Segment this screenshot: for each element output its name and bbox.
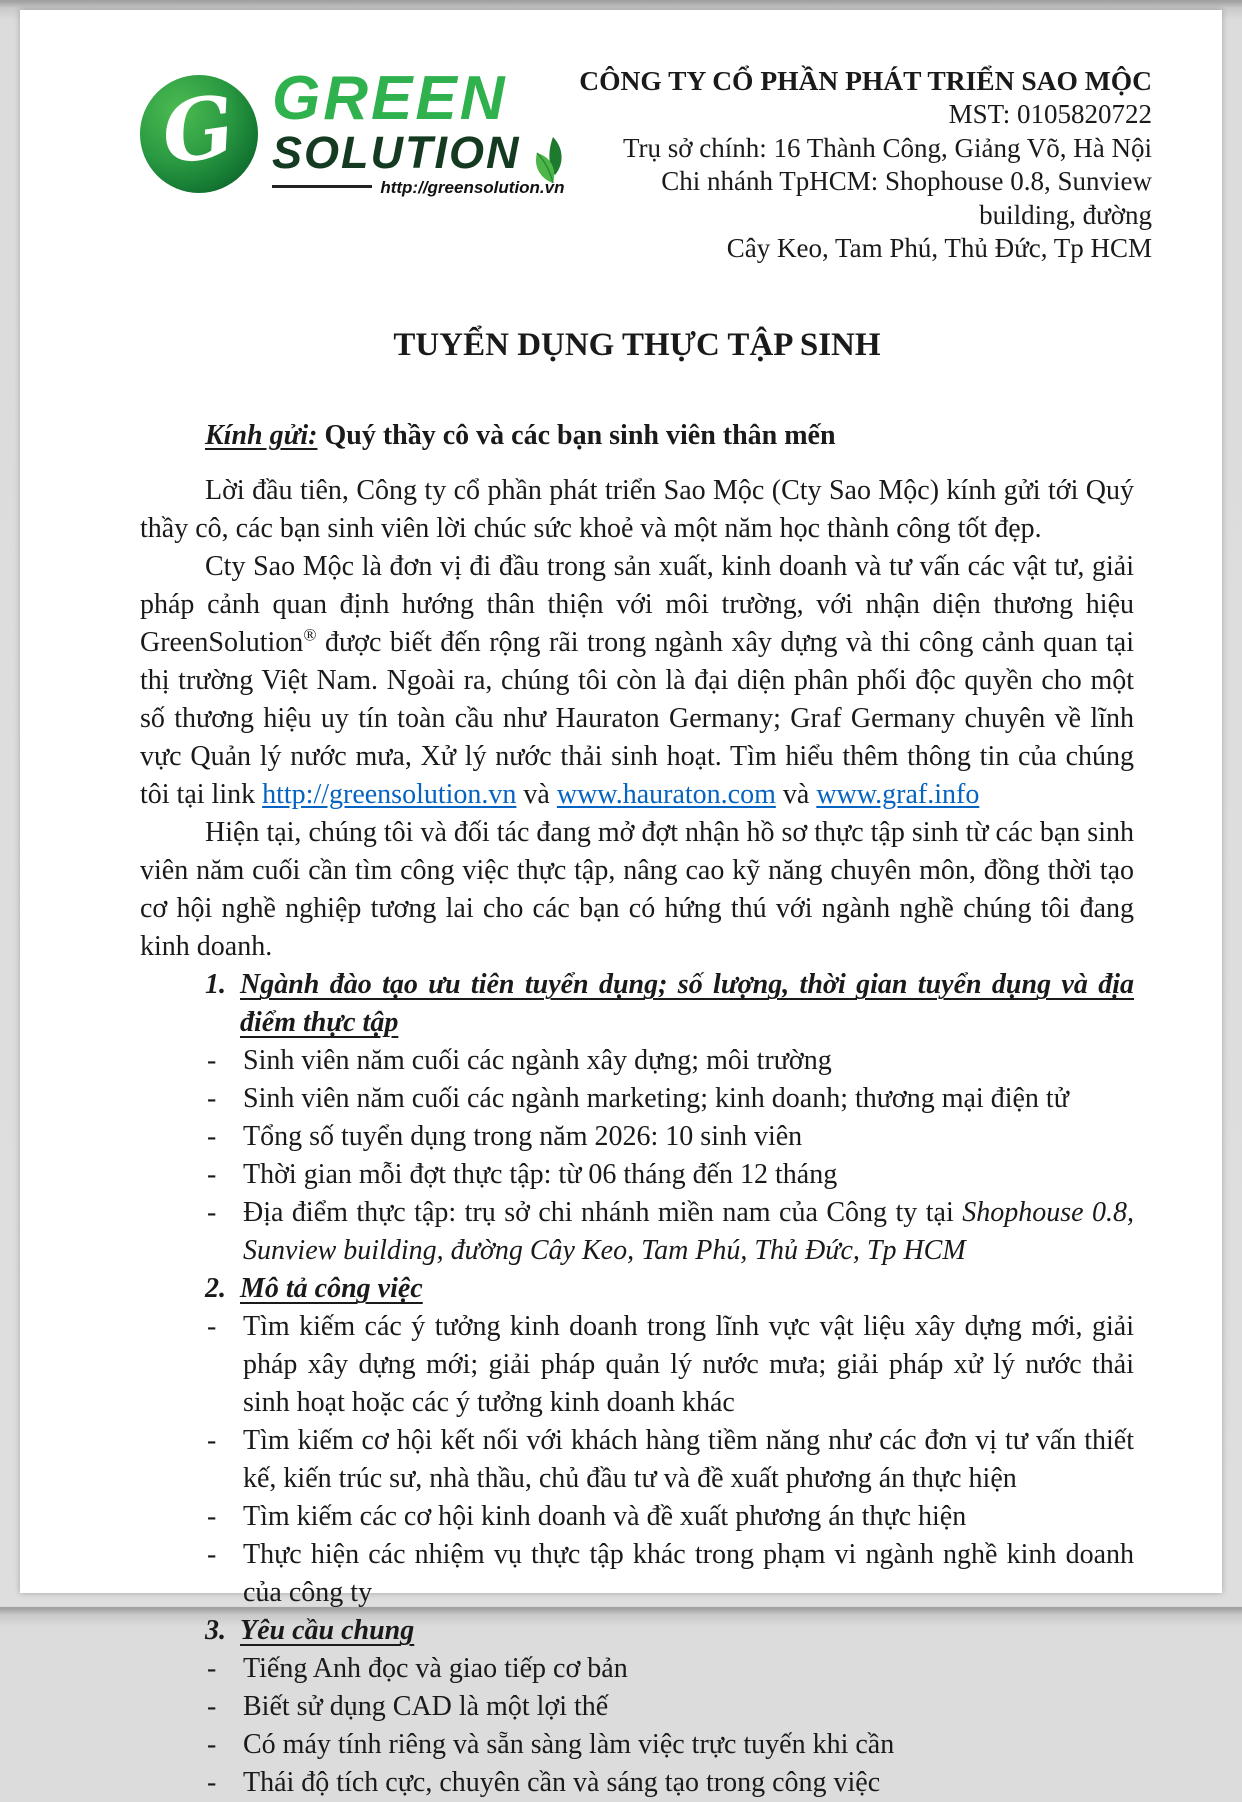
letterhead [140,62,1152,265]
logo-word-green: GREEN [272,64,508,133]
list-item-text: Tổng số tuyển dụng trong năm 2026: 10 sinh viên [243,1121,803,1153]
document-body [140,472,1134,1802]
dash-marker: - [207,1539,217,1571]
link-greensolution[interactable]: http://greensolution.vn [262,779,517,811]
document-page [20,10,1222,1799]
list-item-text: Tìm kiếm các cơ hội kinh doanh và đề xuất phương án thực hiện [243,1501,967,1533]
dash-marker: - [207,1311,217,1343]
logo-wordmark [272,64,565,198]
company-branch-line1: Chi nhánh TpHCM: Shophouse 0.8, Sunview building, đường [661,166,1152,230]
section-number: 1. [205,969,226,1001]
list-item-text: Biết sử dụng CAD là một lợi thế [243,1691,609,1723]
section-number: 2. [205,1273,226,1305]
greeting-line [205,420,1134,452]
company-hq-address: Trụ sở chính: 16 Thành Công, Giảng Võ, Hà Nội [622,132,1152,163]
greeting-label: Kính gửi: [205,420,318,452]
logo-rule [272,185,372,188]
list-item [140,1536,1134,1612]
section-3-heading [140,1612,1134,1650]
paragraph-internship-announcement: Hiện tại, chúng tôi và đối tác đang mở đợt nhận hồ sơ thực tập sinh từ các bạn sinh viên năm cuối cần tìm công việc thực tập, nâng cao kỹ năng chuyên môn, đồng thời tạo cơ hội nghề nghiệp tương lai cho các bạn có hứng thú với ngành nghề chúng tôi đang kinh doanh. [140,817,1134,963]
page-content [20,10,1222,1802]
list-item [140,1080,1134,1118]
paragraph-company-profile [140,548,1134,814]
dash-marker: - [207,1653,217,1685]
list-item [140,1422,1134,1498]
list-item-text: Thái độ tích cực, chuyên cần và sáng tạo trong công việc [243,1767,881,1799]
section-heading-text: Yêu cầu chung [240,1615,415,1647]
list-item-text: Có máy tính riêng và sẵn sàng làm việc trực tuyến khi cần [243,1729,895,1761]
company-logo [140,64,565,198]
dash-marker: - [207,1159,217,1191]
paragraph-intro: Lời đầu tiên, Công ty cổ phần phát triển Sao Mộc (Cty Sao Mộc) kính gửi tới Quý thầy cô, các bạn sinh viên lời chúc sức khoẻ và một năm học thành công tốt đẹp. [140,475,1134,545]
logo-word-solution: SOLUTION [272,126,521,178]
logo-circle-icon [140,75,258,193]
list-item-text: Sinh viên năm cuối các ngành marketing; kinh doanh; thương mại điện tử [243,1083,1069,1115]
dash-marker: - [207,1121,217,1153]
list-item [140,1156,1134,1194]
paragraph-text: Cty Sao Mộc là đơn vị đi đầu trong sản xuất, kinh doanh và tư vấn các vật tư, giải pháp cảnh quan định hướng thân thiện với môi trường, với nhận diện thương hiệu GreenSolution [140,551,1134,659]
company-branch-line2: Cây Keo, Tam Phú, Thủ Đức, Tp HCM [726,232,1152,263]
section-1-heading [140,966,1134,1042]
list-item [140,1650,1134,1688]
logo-monogram: G [155,75,241,184]
dash-marker: - [207,1691,217,1723]
paragraph-text: được biết đến rộng rãi trong ngành xây dựng và thi công cảnh quan tại thị trường Việt Nam. Ngoài ra, chúng tôi còn là đại diện phân phối độc quyền cho một số thương hiệu uy tín toàn cầu như Hauraton Germany; Graf Germany chuyên về lĩnh vực Quản lý nước mưa, Xử lý nước thải sinh hoạt. Tìm hiểu thêm thông tin của chúng tôi tại link [140,627,1134,811]
section-2-heading [140,1270,1134,1308]
list-item-text [243,1194,1134,1270]
list-item-text: Tìm kiếm các ý tưởng kinh doanh trong lĩnh vực vật liệu xây dựng mới, giải pháp xây dựng mới; giải pháp quản lý nước mưa; giải pháp xử lý nước thải sinh hoạt hoặc các ý tưởng kinh doanh khác [243,1311,1134,1419]
section-number: 3. [205,1615,226,1647]
dash-marker: - [207,1425,217,1457]
list-item [140,1118,1134,1156]
dash-marker: - [207,1729,217,1761]
dash-marker: - [207,1045,217,1077]
dash-marker: - [207,1767,217,1799]
dash-marker: - [207,1197,217,1229]
list-item-text: Tiếng Anh đọc và giao tiếp cơ bản [243,1653,628,1685]
document-title: TUYỂN DỤNG THỰC TẬP SINH [393,327,881,364]
section-heading-text: Ngành đào tạo ưu tiên tuyển dụng; số lượng, thời gian tuyển dụng và địa điểm thực tập [240,969,1134,1039]
list-item [140,1194,1134,1270]
logo-url: http://greensolution.vn [380,178,565,198]
list-item-text: Tìm kiếm cơ hội kết nối với khách hàng tiềm năng như các đơn vị tư vấn thiết kế, kiến trúc sư, nhà thầu, chủ đầu tư và đề xuất phương án thực hiện [243,1425,1134,1495]
registered-trademark-symbol: ® [303,626,317,646]
company-name: CÔNG TY CỔ PHẦN PHÁT TRIỂN SAO MỘC [579,65,1152,96]
list-item [140,1764,1134,1802]
list-item [140,1688,1134,1726]
company-tax-id: MST: 0105820722 [948,99,1152,130]
dash-marker: - [207,1501,217,1533]
section-heading-text: Mô tả công việc [240,1273,423,1305]
list-item [140,1498,1134,1536]
list-item [140,1042,1134,1080]
link-hauraton[interactable]: www.hauraton.com [556,779,776,811]
list-item [140,1308,1134,1422]
paragraph-text: và [516,779,557,811]
dash-marker: - [207,1083,217,1115]
list-item-text: Thực hiện các nhiệm vụ thực tập khác trong phạm vi ngành nghề kinh doanh của công ty [243,1539,1134,1609]
list-item-text: Sinh viên năm cuối các ngành xây dựng; môi trường [243,1045,832,1077]
company-info [565,62,1153,265]
paragraph-text: và [775,779,817,811]
list-item-text: Thời gian mỗi đợt thực tập: từ 06 tháng đến 12 tháng [243,1159,838,1191]
list-item-text-italic: Shophouse 0.8, Sunview building, đường Cây Keo, Tam Phú, Thủ Đức, Tp HCM [243,1197,1135,1267]
list-item-text-normal: Địa điểm thực tập: trụ sở chi nhánh miền nam của Công ty tại [243,1197,963,1229]
list-item [140,1726,1134,1764]
link-graf[interactable]: www.graf.info [816,779,980,811]
greeting-text: Quý thầy cô và các bạn sinh viên thân mến [317,420,836,452]
